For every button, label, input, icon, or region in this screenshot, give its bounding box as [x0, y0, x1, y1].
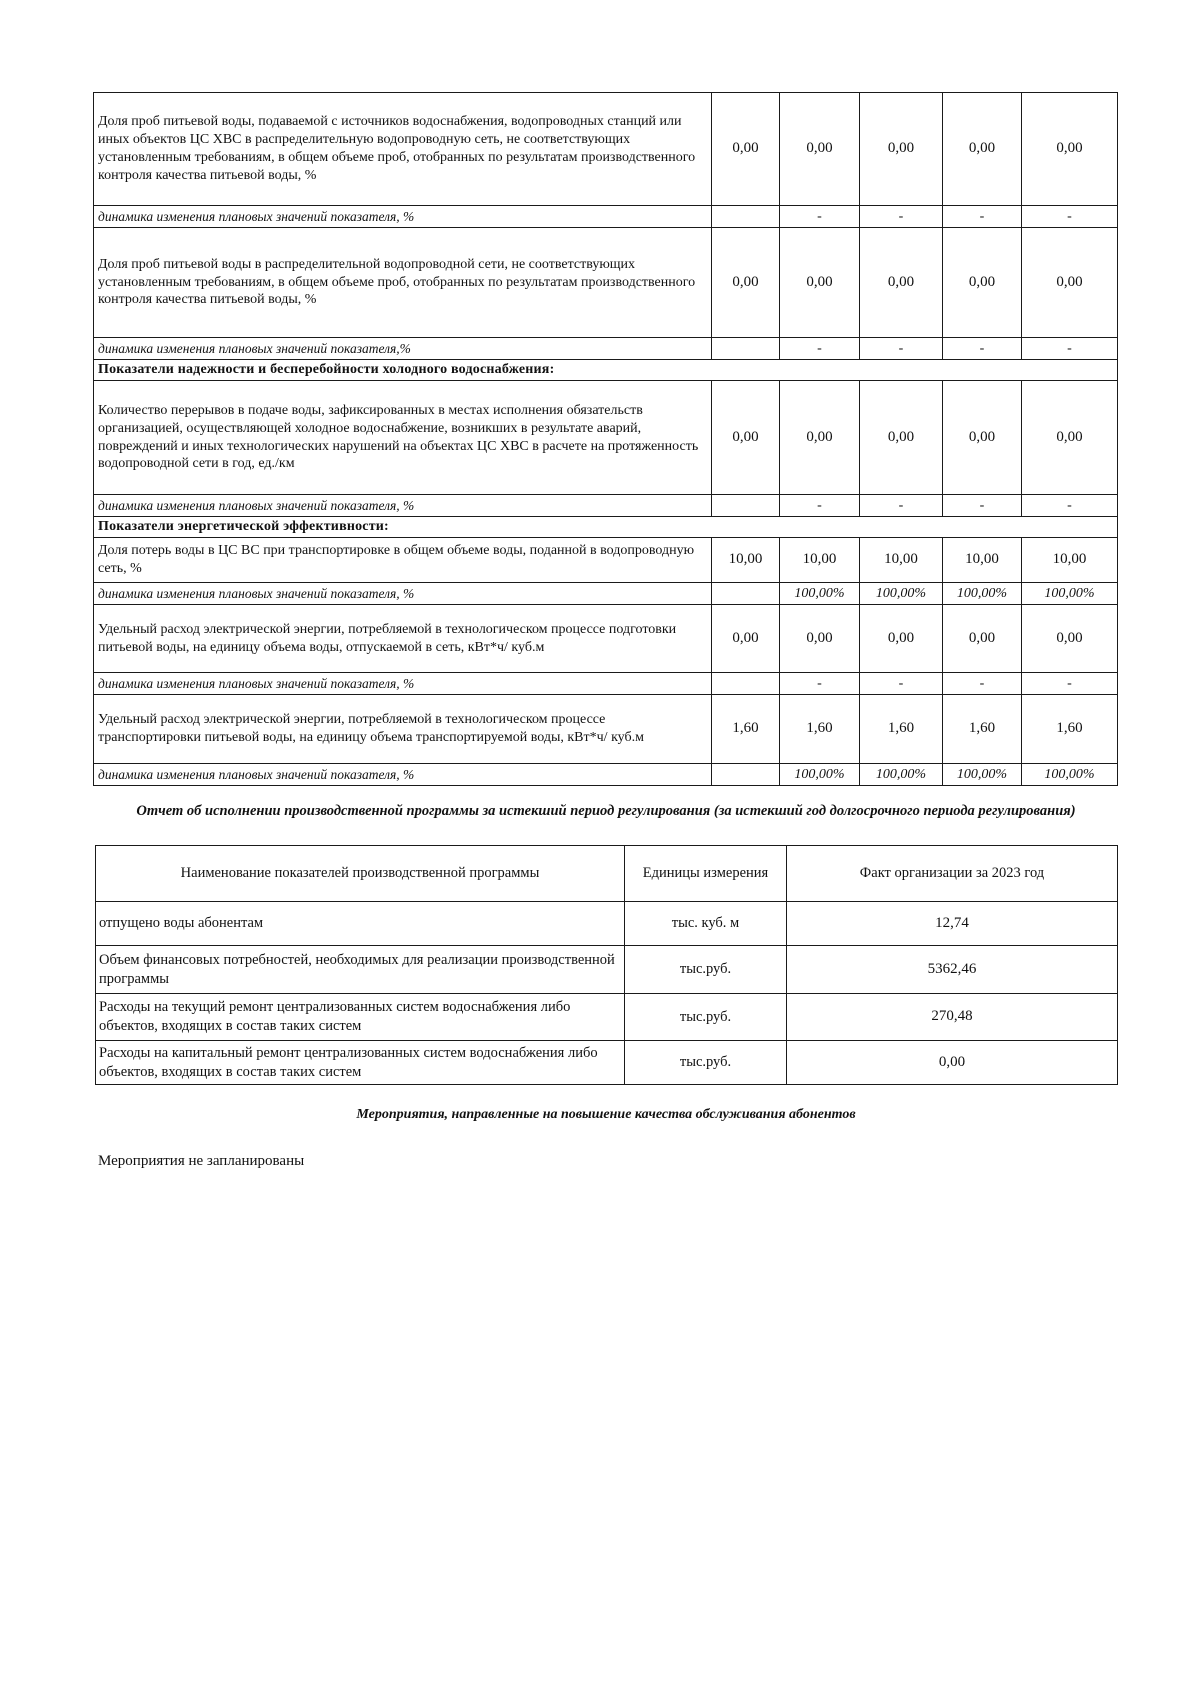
dynamics-value: -: [860, 206, 943, 228]
table-row: [94, 605, 1118, 673]
program-indicator-value: 0,00: [787, 1041, 1118, 1085]
table-row: [96, 994, 1118, 1041]
indicator-value: 10,00: [943, 538, 1022, 583]
dynamics-label: динамика изменения плановых значений показателя, %: [94, 583, 712, 605]
indicator-value: 0,00: [712, 228, 780, 338]
indicator-value: 0,00: [943, 381, 1022, 495]
dynamics-value: -: [943, 338, 1022, 360]
table-row: [94, 228, 1118, 338]
production-program-table: [95, 845, 1118, 1085]
dynamics-value: [712, 673, 780, 695]
dynamics-value: -: [860, 495, 943, 517]
dynamics-label: динамика изменения плановых значений показателя, %: [94, 495, 712, 517]
section-heading: Показатели надежности и бесперебойности холодного водоснабжения:: [94, 360, 1118, 381]
table-row: [94, 517, 1118, 538]
indicator-description: Доля проб питьевой воды в распределительной водопроводной сети, не соответствующих установленным требованиям, в общем объеме проб, отобранных по результатам производственного контроля качества питьевой воды, %: [94, 228, 712, 338]
indicator-value: 0,00: [780, 605, 860, 673]
dynamics-value: -: [1022, 338, 1118, 360]
indicator-description: Удельный расход электрической энергии, потребляемой в технологическом процессе транспортировки питьевой воды, на единицу объема транспортируемой воды, кВт*ч/ куб.м: [94, 695, 712, 764]
table-row: [94, 338, 1118, 360]
dynamics-value: -: [780, 495, 860, 517]
column-header: Единицы измерения: [625, 846, 787, 902]
table-row: [94, 495, 1118, 517]
program-indicator-unit: тыс.руб.: [625, 1041, 787, 1085]
indicator-description: Удельный расход электрической энергии, потребляемой в технологическом процессе подготовки питьевой воды, на единицу объема воды, отпускаемой в сеть, кВт*ч/ куб.м: [94, 605, 712, 673]
program-indicator-value: 5362,46: [787, 946, 1118, 994]
dynamics-value: 100,00%: [780, 583, 860, 605]
measures-heading: Мероприятия, направленные на повышение качества обслуживания абонентов: [356, 1107, 856, 1122]
dynamics-label: динамика изменения плановых значений показателя, %: [94, 206, 712, 228]
indicator-value: 0,00: [860, 605, 943, 673]
program-indicator-value: 270,48: [787, 994, 1118, 1041]
program-indicator-unit: тыс.руб.: [625, 994, 787, 1041]
indicator-value: 10,00: [780, 538, 860, 583]
table-row: [94, 538, 1118, 583]
dynamics-value: 100,00%: [860, 583, 943, 605]
program-indicator-value: 12,74: [787, 902, 1118, 946]
dynamics-value: -: [860, 673, 943, 695]
indicator-value: 0,00: [943, 605, 1022, 673]
dynamics-value: [712, 583, 780, 605]
dynamics-value: -: [1022, 206, 1118, 228]
table-row: [94, 673, 1118, 695]
dynamics-value: -: [943, 673, 1022, 695]
indicator-value: 0,00: [943, 93, 1022, 206]
table-header-row: [96, 846, 1118, 902]
dynamics-label: динамика изменения плановых значений показателя,%: [94, 338, 712, 360]
table-row: [94, 764, 1118, 786]
indicator-value: 0,00: [1022, 228, 1118, 338]
indicator-value: 0,00: [780, 93, 860, 206]
indicator-value: 1,60: [860, 695, 943, 764]
indicator-value: 0,00: [860, 93, 943, 206]
table-row: [96, 1041, 1118, 1085]
section-heading: Показатели энергетической эффективности:: [94, 517, 1118, 538]
dynamics-value: -: [943, 206, 1022, 228]
table-row: [94, 695, 1118, 764]
indicator-value: 0,00: [780, 381, 860, 495]
dynamics-value: 100,00%: [943, 583, 1022, 605]
indicator-value: 1,60: [780, 695, 860, 764]
program-indicator-unit: тыс. куб. м: [625, 902, 787, 946]
dynamics-value: -: [780, 673, 860, 695]
column-header: Факт организации за 2023 год: [787, 846, 1118, 902]
program-indicator-name: Расходы на капитальный ремонт централизованных систем водоснабжения либо объектов, входящих в состав таких систем: [96, 1041, 625, 1085]
indicator-value: 10,00: [1022, 538, 1118, 583]
dynamics-value: 100,00%: [1022, 764, 1118, 786]
indicator-value: 0,00: [1022, 93, 1118, 206]
indicator-description: Доля потерь воды в ЦС ВС при транспортировке в общем объеме воды, поданной в водопроводную сеть, %: [94, 538, 712, 583]
program-indicator-unit: тыс.руб.: [625, 946, 787, 994]
dynamics-value: -: [1022, 673, 1118, 695]
indicators-table: [93, 92, 1118, 786]
dynamics-value: [712, 495, 780, 517]
indicator-value: 0,00: [780, 228, 860, 338]
indicator-description: Количество перерывов в подаче воды, зафиксированных в местах исполнения обязательств организацией, осуществляющей холодное водоснабжение, возникших в результате аварий, повреждений и иных технологических нарушений на объектах ЦС ХВС в расчете на протяженность водопроводной сети в год, ед./км: [94, 381, 712, 495]
table-row: [94, 583, 1118, 605]
indicator-value: 0,00: [860, 381, 943, 495]
indicator-value: 10,00: [860, 538, 943, 583]
report-caption: Отчет об исполнении производственной программы за истекший период регулирования (за истекший год долгосрочного периода регулирования): [136, 803, 1076, 819]
dynamics-value: 100,00%: [1022, 583, 1118, 605]
indicator-value: 0,00: [1022, 381, 1118, 495]
indicator-value: 1,60: [943, 695, 1022, 764]
table-row: [94, 206, 1118, 228]
dynamics-value: [712, 764, 780, 786]
program-indicator-name: Расходы на текущий ремонт централизованных систем водоснабжения либо объектов, входящих в состав таких систем: [96, 994, 625, 1041]
measures-text: Мероприятия не запланированы: [98, 1153, 305, 1169]
indicator-value: 0,00: [860, 228, 943, 338]
dynamics-value: 100,00%: [943, 764, 1022, 786]
table-row: [96, 902, 1118, 946]
indicator-value: 0,00: [712, 93, 780, 206]
dynamics-label: динамика изменения плановых значений показателя, %: [94, 764, 712, 786]
dynamics-value: 100,00%: [780, 764, 860, 786]
indicator-value: 1,60: [712, 695, 780, 764]
dynamics-value: -: [1022, 495, 1118, 517]
table-row: [94, 93, 1118, 206]
table-row: [96, 946, 1118, 994]
dynamics-value: -: [943, 495, 1022, 517]
dynamics-value: -: [780, 206, 860, 228]
program-indicator-name: отпущено воды абонентам: [96, 902, 625, 946]
indicator-value: 0,00: [712, 605, 780, 673]
indicator-value: 0,00: [712, 381, 780, 495]
indicator-value: 0,00: [943, 228, 1022, 338]
dynamics-value: [712, 206, 780, 228]
dynamics-value: -: [860, 338, 943, 360]
indicator-value: 1,60: [1022, 695, 1118, 764]
column-header: Наименование показателей производственной программы: [96, 846, 625, 902]
dynamics-value: -: [780, 338, 860, 360]
dynamics-value: [712, 338, 780, 360]
dynamics-value: 100,00%: [860, 764, 943, 786]
program-indicator-name: Объем финансовых потребностей, необходимых для реализации производственной программы: [96, 946, 625, 994]
table-row: [94, 381, 1118, 495]
indicator-value: 0,00: [1022, 605, 1118, 673]
table-row: [94, 360, 1118, 381]
dynamics-label: динамика изменения плановых значений показателя, %: [94, 673, 712, 695]
indicator-value: 10,00: [712, 538, 780, 583]
indicator-description: Доля проб питьевой воды, подаваемой с источников водоснабжения, водопроводных станций или иных объектов ЦС ХВС в распределительную водопроводную сеть, не соответствующих установленным требованиям, в общем объеме проб, отобранных по результатам производственного контроля качества питьевой воды, %: [94, 93, 712, 206]
